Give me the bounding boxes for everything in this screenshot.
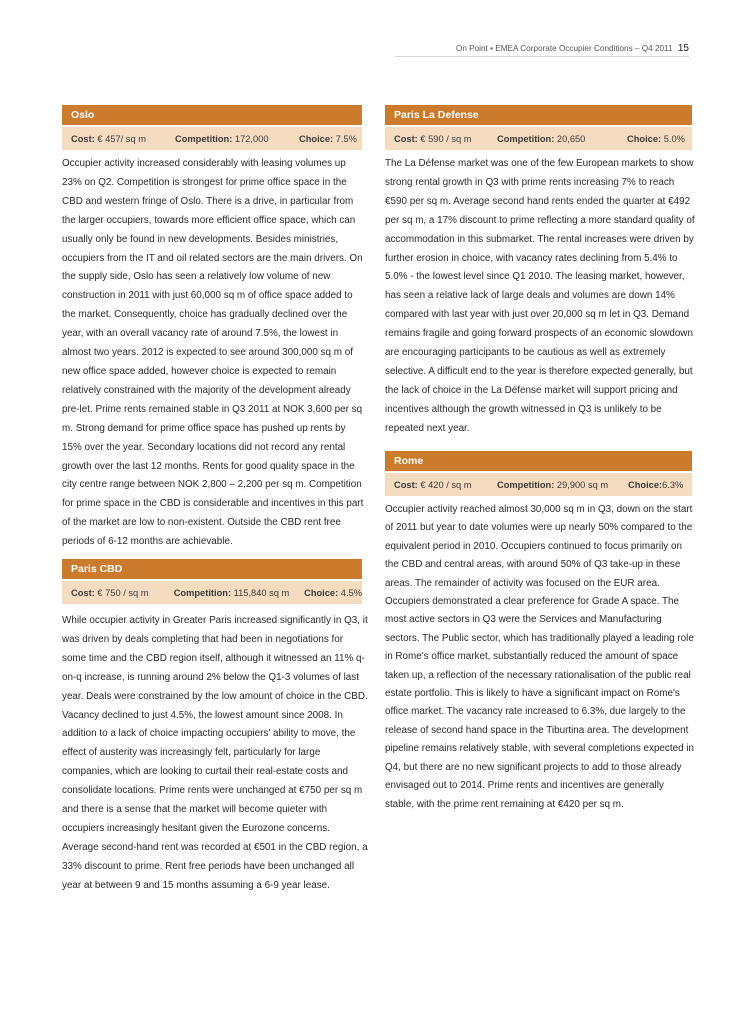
competition-stat: Competition: 20,650 bbox=[497, 133, 586, 144]
cost-stat: Cost: € 420 / sq m bbox=[394, 479, 472, 490]
choice-stat: Choice: 4.5% bbox=[304, 587, 362, 598]
choice-stat: Choice: 7.5% bbox=[299, 133, 357, 144]
stats-bar bbox=[385, 473, 692, 496]
stats-bar bbox=[62, 127, 362, 150]
header-rule bbox=[395, 56, 689, 57]
section-body: Occupier activity increased considerably with leasing volumes up 23% on Q2. Competition is strongest for prime office space in the CBD and western fringe of Oslo. There is a drive, in particular from the larger occupiers, towards more efficient office space, which can usually only be found in new developments. Besides ministries, occupiers from the IT and oil related sectors are the main drivers. On the supply side, Oslo has seen a relatively low volume of new construction in 2011 with just 60,000 sq m of office space added to the market. Consequently, choice has gradually declined over the year, with an overall vacancy rate of around 7.5%, the lowest in almost two years. 2012 is expected to see around 300,000 sq m of new office space added, however choice is expected to remain relatively constrained with the majority of the development already pre-let. Prime rents remained stable in Q3 2011 at NOK 3,600 per sq m. Strong demand for prime office space has pushed up rents by 15% over the year. Secondary locations did not record any rental growth over the last 12 months. Rents for good quality space in the city centre range between NOK 2,800 – 2,200 per sq m. Competition for prime space in the CBD is considerable and incentives in this part of the market are low to non-existent. Outside the CBD rent free periods of 6-12 months are achievable. bbox=[62, 158, 364, 548]
stats-bar bbox=[62, 581, 362, 604]
section-body: While occupier activity in Greater Paris increased significantly in Q3, it was driven by deals completing that had been in negotiations for some time and the CBD region itself, although it witnessed an 11% q-on-q increase, is running around 2% below the Q1-3 volumes of last year. Deals were constrained by the low amount of choice in the CBD. Vacancy declined to just 4.5%, the lowest amount since 2008. In addition to a lack of choice impacting occupiers' ability to move, the effect of austerity was increasingly felt, particularly for large companies, which are looking to curtail their real-estate costs and consolidate locations. Prime rents were unchanged at €750 per sq m and there is a sense that the market will become quieter with occupiers increasingly hesitant given the Eurozone concerns. Average second-hand rent was recorded at €501 in the CBD region, a 33% discount to prime. Rent free periods have been unchanged all year at between 9 and 15 months assuming a 6-9 year lease. bbox=[62, 615, 368, 891]
choice-stat: Choice: 5.0% bbox=[627, 133, 685, 144]
publication-title: On Point • EMEA Corporate Occupier Conditions – Q4 2011 bbox=[455, 44, 673, 53]
competition-stat: Competition: 115,840 sq m bbox=[173, 587, 290, 598]
competition-stat: Competition: 29,900 sq m bbox=[497, 479, 609, 490]
section-body: The La Défense market was one of the few European markets to show strong rental growth in Q3 with prime rents increasing 7% to reach €590 per sq m. Average second hand rents ended the quarter at €492 per sq m, a 17% discount to prime reflecting a more standard quality of accommodation in this submarket. The rental increases were driven by further erosion in choice, with vacancy rates declining from 5.4% to 5.0% - the lowest level since Q1 2010. The leasing market, however, has seen a relative lack of large deals and volumes are down 14% compared with last year with just over 20,000 sq m let in Q3. Demand remains fragile and going forward prospects of an economic slowdown are encouraging participants to be cautious as well as extremely selective. A difficult end to the year is therefore expected generally, but the lack of choice in the La Défense market will support pricing and incentives although the growth witnessed in Q3 is unlikely to be repeated next year. bbox=[385, 158, 695, 434]
section-title: Paris CBD bbox=[62, 559, 362, 579]
section-body: Occupier activity reached almost 30,000 sq m in Q3, down on the start of 2011 but year to date volumes were up nearly 50% compared to the equivalent period in 2010. Occupiers continued to focus primarily on the CBD and central areas, with around 50% of Q3 take-up in these areas. The remainder of activity was focused on the EUR area. Occupiers demonstrated a clear preference for Grade A space. The most active sectors in Q3 were the Services and Manufacturing sectors. The Public sector, which has traditionally played a leading role in Rome's office market, substantially reduced the amount of space taken up, a reflection of the necessary rationalisation of the public real estate portfolio. This is likely to have a significant impact on Rome's office market. The vacancy rate increased to 6.3%, due largely to the release of second hand space in the Tiburtina area. The development pipeline remains relatively stable, with several completions expected in Q4, but there are no new significant projects to add to those already envisaged out to 2014. Prime rents and incentives are generally stable, with the prime rent remaining at €420 per sq m. bbox=[385, 504, 695, 810]
running-header bbox=[456, 43, 689, 54]
section-oslo bbox=[62, 105, 362, 150]
cost-stat: Cost: € 457/ sq m bbox=[71, 133, 146, 144]
cost-stat: Cost: € 750 / sq m bbox=[71, 587, 149, 598]
section-title: Rome bbox=[385, 451, 692, 471]
section-paris-cbd bbox=[62, 559, 362, 604]
section-rome bbox=[385, 451, 692, 496]
choice-stat: Choice:6.3% bbox=[628, 479, 684, 490]
section-title: Oslo bbox=[62, 105, 362, 125]
cost-stat: Cost: € 590 / sq m bbox=[394, 133, 472, 144]
page-number: 15 bbox=[677, 43, 689, 54]
section-paris-la-defense bbox=[385, 105, 692, 150]
stats-bar bbox=[385, 127, 692, 150]
section-title: Paris La Defense bbox=[385, 105, 692, 125]
competition-stat: Competition: 172,000 bbox=[175, 133, 269, 144]
